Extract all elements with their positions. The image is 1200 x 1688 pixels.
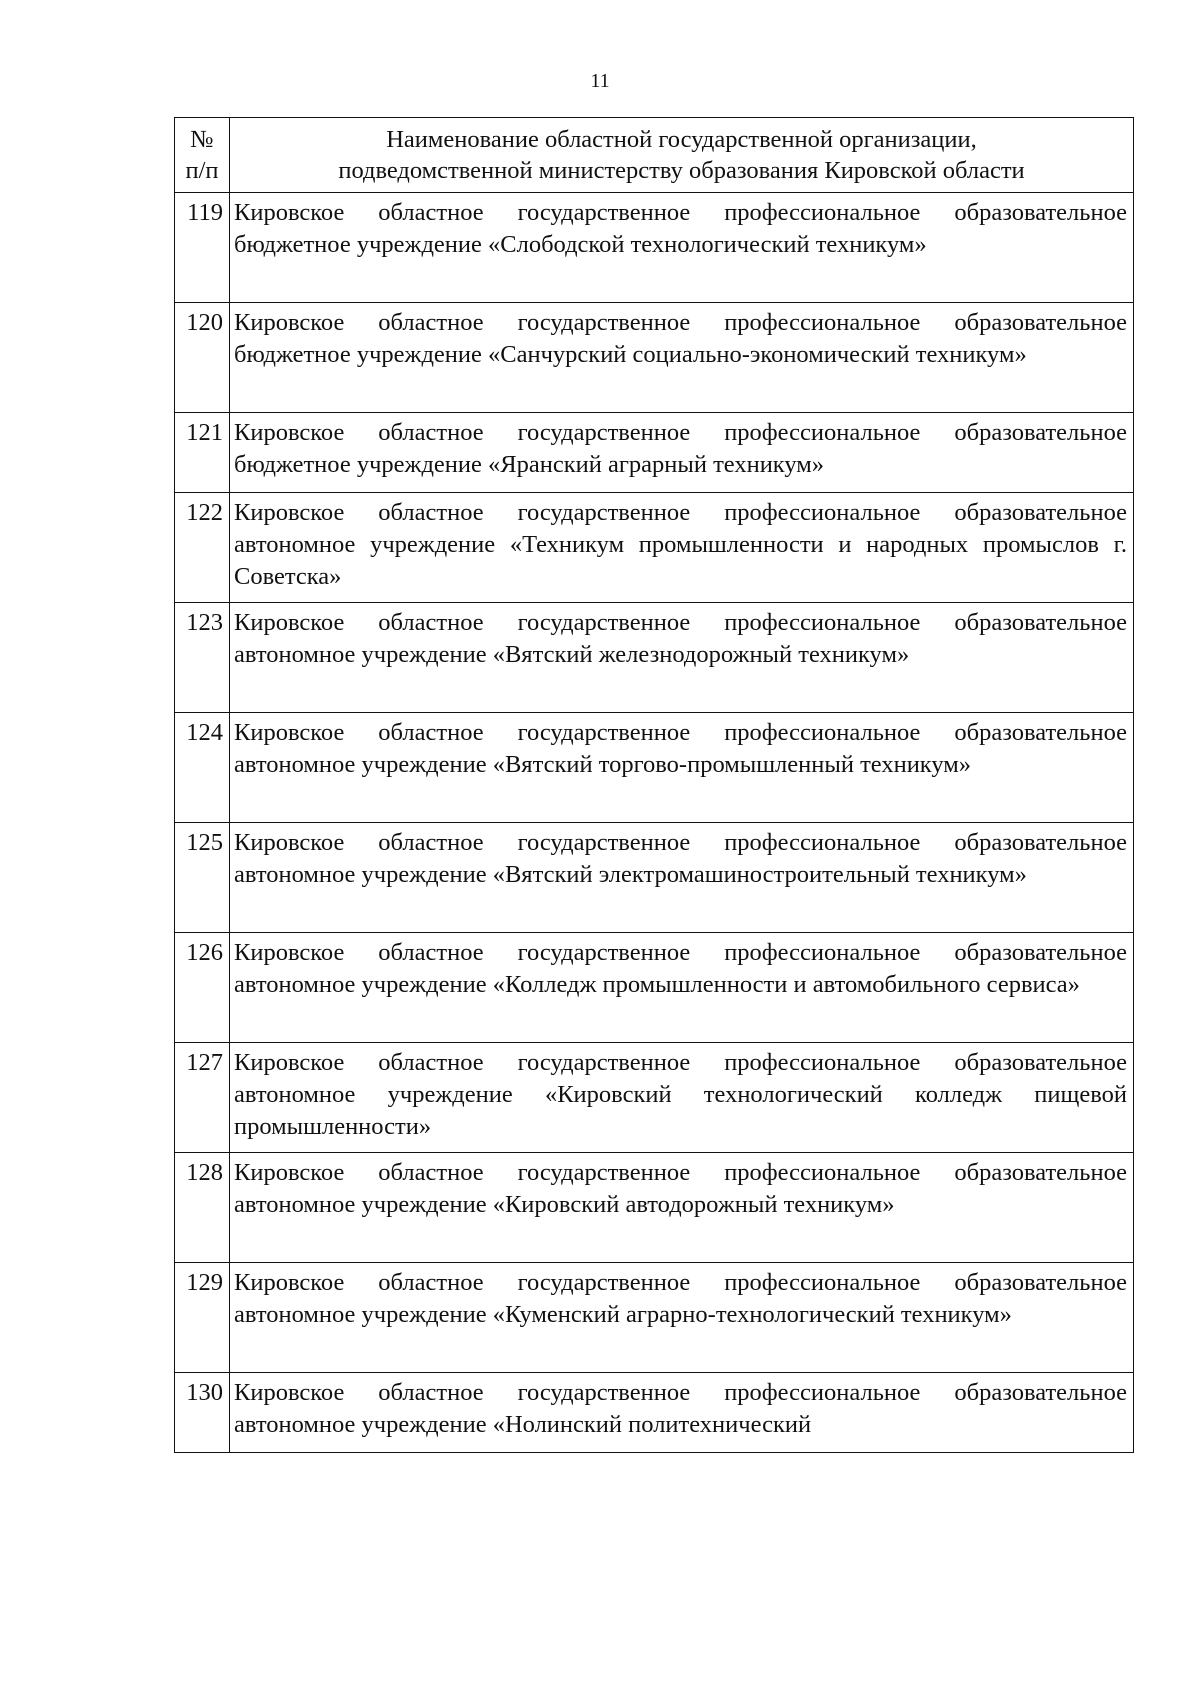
table-row [175, 413, 1134, 493]
table-row [175, 1263, 1134, 1373]
row-number: 127 [175, 1043, 230, 1153]
organization-name: Кировское областное государственное профессиональное образовательное автономное учреждение «Кировский технологический колледж пищевой промышленности» [230, 1043, 1134, 1153]
row-number: 124 [175, 713, 230, 823]
row-number: 123 [175, 603, 230, 713]
organization-name: Кировское областное государственное профессиональное образовательное автономное учреждение «Колледж промышленности и автомобильного сервиса» [230, 933, 1134, 1043]
row-number: 126 [175, 933, 230, 1043]
table-row [175, 823, 1134, 933]
organizations-table [174, 117, 1134, 1453]
header-number-line1: № [190, 126, 214, 153]
organization-name: Кировское областное государственное профессиональное образовательное автономное учреждение «Куменский аграрно-технологический техникум» [230, 1263, 1134, 1373]
row-number: 128 [175, 1153, 230, 1263]
table-row [175, 933, 1134, 1043]
organization-name: Кировское областное государственное профессиональное образовательное автономное учреждение «Кировский автодорожный техникум» [230, 1153, 1134, 1263]
organization-name: Кировское областное государственное профессиональное образовательное бюджетное учреждение «Санчурский социально-экономический техникум» [230, 303, 1134, 413]
table-row [175, 713, 1134, 823]
row-number: 129 [175, 1263, 230, 1373]
table-row [175, 1373, 1134, 1453]
page-number: 11 [590, 70, 610, 92]
organization-name: Кировское областное государственное профессиональное образовательное автономное учреждение «Нолинский политехнический [230, 1373, 1134, 1453]
table-row [175, 1153, 1134, 1263]
row-number: 125 [175, 823, 230, 933]
row-number: 120 [175, 303, 230, 413]
header-name-line2: подведомственной министерству образования Кировской области [338, 157, 1025, 184]
organization-name: Кировское областное государственное профессиональное образовательное автономное учреждение «Техникум промышленности и народных промыслов г. Советска» [230, 493, 1134, 603]
header-number-line2: п/п [185, 157, 219, 184]
table-row [175, 1043, 1134, 1153]
column-header-number [175, 118, 230, 193]
table-header-row [175, 118, 1134, 193]
column-header-name [230, 118, 1134, 193]
organization-name: Кировское областное государственное профессиональное образовательное автономное учреждение «Вятский торгово-промышленный техникум» [230, 713, 1134, 823]
organization-name: Кировское областное государственное профессиональное образовательное автономное учреждение «Вятский железнодорожный техникум» [230, 603, 1134, 713]
row-number: 122 [175, 493, 230, 603]
table-row [175, 603, 1134, 713]
table-row [175, 493, 1134, 603]
organization-name: Кировское областное государственное профессиональное образовательное бюджетное учреждение «Яранский аграрный техникум» [230, 413, 1134, 493]
table-row [175, 303, 1134, 413]
row-number: 121 [175, 413, 230, 493]
organization-name: Кировское областное государственное профессиональное образовательное бюджетное учреждение «Слободской технологический техникум» [230, 193, 1134, 303]
row-number: 130 [175, 1373, 230, 1453]
table-row [175, 193, 1134, 303]
organization-name: Кировское областное государственное профессиональное образовательное автономное учреждение «Вятский электромашиностроительный техникум» [230, 823, 1134, 933]
row-number: 119 [175, 193, 230, 303]
header-name-line1: Наименование областной государственной организации, [386, 126, 977, 153]
